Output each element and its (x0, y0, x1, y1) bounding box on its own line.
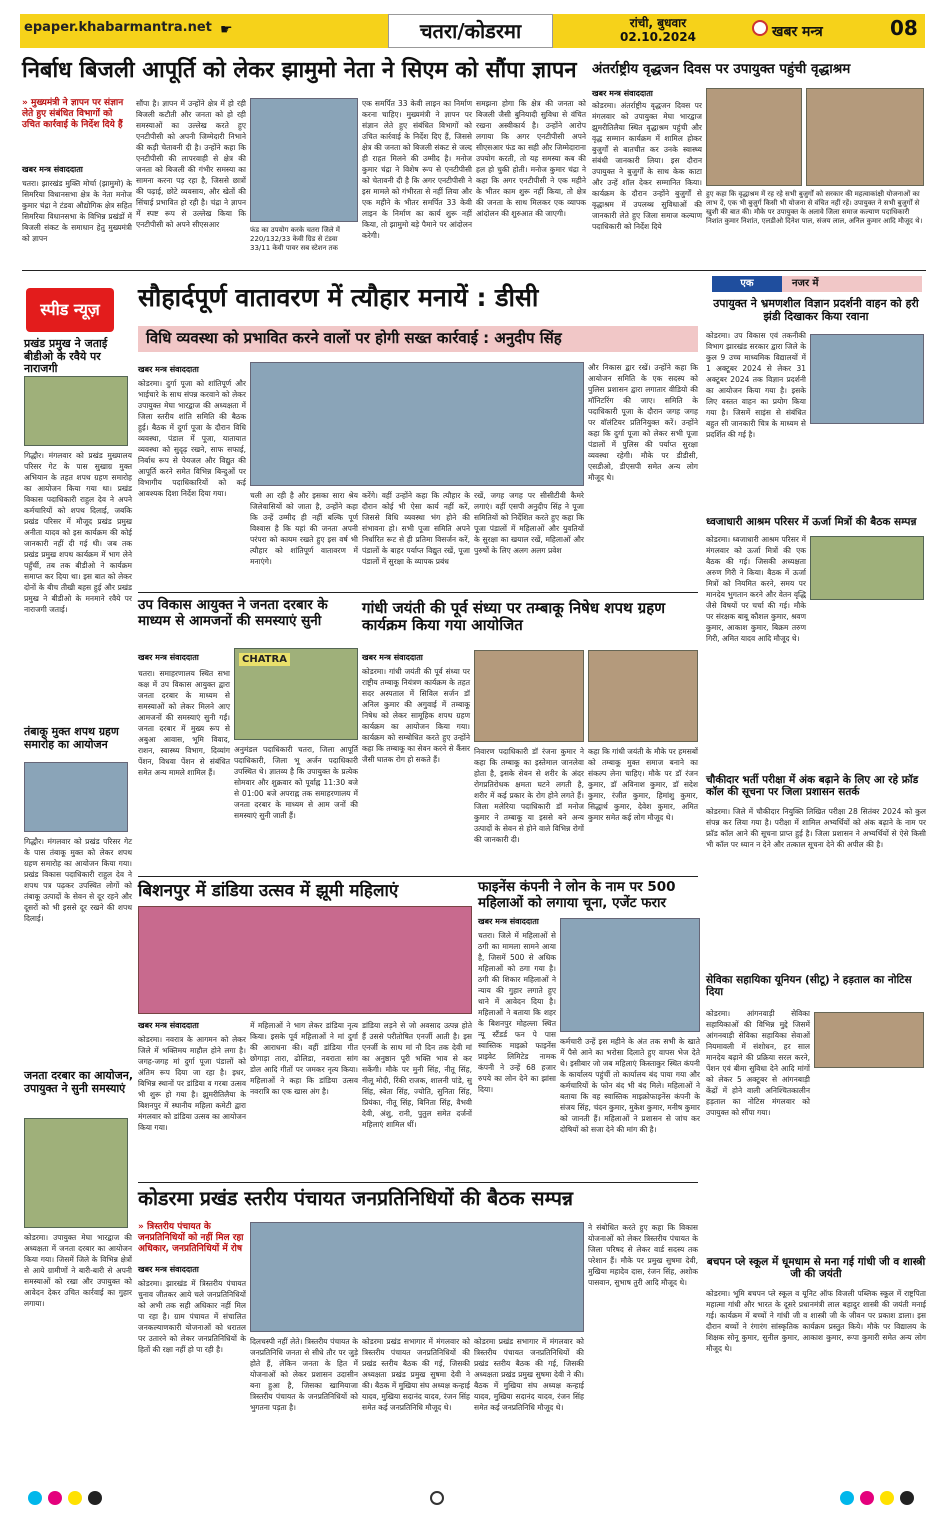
elderly-byline: खबर मन्त्र संवाददाता (592, 89, 653, 98)
najar-item3-headline: चौकीदार भर्ती परीक्षा में अंक बढ़ाने के लिए आ रहे फ्रॉड कॉल की सूचना पर जिला प्रशासन सतर्क (706, 774, 919, 799)
top-story-col3: एक समर्पित 33 केवी लाइन का निर्माण करना चाहिए। मुख्यमंत्री ने ज्ञापन पर संज्ञान लेते हुए संबंधित विभागों को उचित कार्रवाई के निर्देश दिए हैं, जिससे क्षेत्र की जनता को बिजली संकट से जल्द ही राहत मिलने की उम्मीद है। मनोज कुमार चंद्रा ने विशेष रूप से एनटीपीसी को चेतावनी दी है कि अगर एनटीपीसी ने इस मामले को गंभीरता से नहीं लिया और एक महीने के भीतर समर्पित 33 केवी लाइन के निर्माण का कार्य शुरू नहीं किया, तो झामुमो बड़े पैमाने पर आंदोलन करेगी। (362, 99, 472, 240)
finance-col1: चतरा। जिले में महिलाओं से ठगी का मामला सामने आया है, जिसमें 500 से अधिक महिलाओं को ठगा गया है। ठगी की शिकार महिलाओं ने न्याय की गुहार लगाते हुए थाने में आवेदन दिया है। महिलाओं ने बताया कि शहर के बिशनपुर मोहल्ला स्थित न्यू स्टैंडर्ड फन पे पास स्वास्तिक माइक्रो फाइनेंस प्राइवेट लिमिटेड नामक कंपनी ने उन्हें 68 हजार रुपये का लोन देने का झांसा दिया। (478, 931, 556, 1094)
panchayat-kicker: » त्रिस्तरीय पंचायत के जनप्रतिनिधियों को नहीं मिल रहा अधिकार, जनप्रतिनिधियों में रोष (138, 1222, 244, 1254)
speed-item2-headline: तंबाकू मुक्त शपथ ग्रहण समारोह का आयोजन (24, 725, 119, 751)
top-story-caption: फंड का उपयोग करके चतरा जिले में 220/132/33 केवी ग्रिड से टंडवा 33/11 केवी पावर सब स्टेशन तक (250, 226, 340, 252)
najar-item2-text: कोडरमा। ध्वजाधारी आश्रम परिसर में मंगलवार को ऊर्जा मित्रों की एक बैठक की गई। जिसकी अध्यक्षता अरुण गिरी ने किया। बैठक में ऊर्जा मित्रों को नियमित करने, समय पर मानदेय भुगतान करने और वेतन वृद्धि जैसे विषयों पर चर्चा की गई। मौके पर संरक्षक बाबू कौशल कुमार, श्रवण कुमार, आकाश कुमार, बिक्रम तरुण गिरी, अमित यादव आदि मौजूद थे। (706, 535, 806, 643)
najar-item1-headline: उपायुक्त ने भ्रमणशील विज्ञान प्रदर्शनी वाहन को हरी झंडी दिखाकर किया रवाना (713, 297, 919, 323)
dandiya-byline: खबर मन्त्र संवाददाता (138, 1021, 199, 1030)
speed-item3-headline: जनता दरबार का आयोजन, उपायुक्त ने सुनी समस्याएं (24, 1069, 134, 1095)
brand-name: खबर मन्त्र (772, 24, 823, 40)
najar-item1-photo (810, 334, 924, 424)
panchayat-col2: दिलचस्पी नहीं लेते। त्रिस्तरीय पंचायत के जनप्रतिनिधि जनता से सीधे तौर पर जुड़े होते हैं, लेकिन जनता के हित में योजनाओं को लेकर प्रशासन उदासीन बना हुआ है, जिसका खामियाजा त्रिस्तरीय पंचायत के जनप्रतिनिधियों को भुगतना पड़ता है। (250, 1337, 358, 1412)
panchayat-headline: कोडरमा प्रखंड स्तरीय पंचायत जनप्रतिनिधियों की बैठक सम्पन्न (138, 1187, 574, 1210)
panchayat-photo (250, 1222, 584, 1332)
panchayat-col3: कोडरमा प्रखंड सभागार में मंगलवार को त्रिस्तरीय पंचायत जनप्रतिनिधियों की प्रखंड स्तरीय बैठक की गई, जिसकी अध्यक्षता प्रखंड प्रमुख सुषमा देवी ने की। बैठक में मुखिया संघ अध्यक्ष कन्हाई यादव, मुखिया सदानंद यादव, रंजन सिंह समेत कई जनप्रतिनिधि मौजूद थे। (362, 1337, 470, 1412)
top-story-kicker: » मुख्यमंत्री ने ज्ञापन पर संज्ञान लेते हुए संबंधित विभागों को उचित कार्रवाई के निर्देश दिये हैं (22, 98, 124, 130)
speed-item3-text: कोडरमा। उपायुक्त मेघा भारद्वाज की अध्यक्षता में जनता दरबार का आयोजन किया गया। जिसमें जिले के विभिन्न क्षेत्रों से आये ग्रामीणों ने बारी-बारी से अपनी समस्याओं को रखा और उपायुक्त को आवेदन देकर उचित कार्रवाई का गुहार लगाया। (24, 1233, 132, 1308)
gandhi-byline: खबर मन्त्र संवाददाता (362, 653, 423, 662)
top-story-col2: सौंपा है। ज्ञापन में उन्होंने क्षेत्र में हो रही बिजली कटौती और जनता को हो रही समस्याओं का उल्लेख करते हुए एनटीपीसी को अपनी जिम्मेदारी निभाने की कड़ी चेतावनी दी है। उन्होंने कहा कि एनटीपीसी की लापरवाही से क्षेत्र की जनता को बिजली की गंभीर समस्या का सामना करना पड़ रहा है, जिससे छात्रों की पढ़ाई, छोटे व्यवसाय, और खेतों की सिंचाई प्रभावित हो रही है। चंद्रा ने ज्ञापन में स्पष्ट रूप से उल्लेख किया कि एनटीपीसी को अपने सीएसआर (136, 99, 246, 229)
crosshair-icon (430, 1491, 444, 1505)
dc-col1: कोडरमा। दुर्गा पूजा को शांतिपूर्ण और भाईचारे के साथ संपन्न करवाने को लेकर उपायुक्त मेघा भारद्वाज की अध्यक्षता में जिला स्तरीय शांति समिति की बैठक हुई। बैठक में दुर्गा पूजा के दौरान विधि व्यवस्था, पंडाल में पूजा, यातायात व्यवस्था को सुदृढ़ रखने, साफ सफाई, निर्बाध रूप से पेयजल और विद्युत की आपूर्ति करने समेत विभिन्न बिन्दुओं पर विभागीय पदाधिकारियों को कई आवश्यक दिशा निर्देश दिया गया। (138, 379, 246, 498)
najar-item4-text: कोडरमा। आंगनवाड़ी सेविका सहायिकाओं की विभिन्न मुद्दे जिसमें आंगनबाड़ी सेविका सहायिका सेवाओं नियमावली में संशोधन, हर साल मानदेय बढ़ाने की प्रक्रिया सरल करने, पेंशन एवं बीमा सुविधा देने आदि मांगों को लेकर 5 अक्टूबर से आंगनबाड़ी केंद्रों में होने वाली अनिश्चितकालीन हड़ताल का नोटिस मंगलवार को उपायुक्त को सौंपा गया। (706, 1009, 810, 1117)
divider (22, 270, 926, 271)
black-dot-icon (900, 1491, 914, 1505)
dc-col2: चली आ रही है और इसका सारा श्रेय जिलेवासियों को जाता है, उन्होंने कहा कि उन्हें उम्मीद ही नहीं बल्कि पूर्ण विश्वास है कि यहां की जनता अपनी परंपरा को कायम रखते हुए इस वर्ष भी त्यौहार को शांतिपूर्ण वातावरण में मनाएंगे। (250, 491, 358, 566)
dc-col5: और निकास द्वार रखें। उन्होंने कहा कि आयोजन समिति के एक सदस्य को पुलिस प्रशासन द्वारा लगातार वीडियो की मॉनिटरिंग की जाए। समिति के पदाधिकारी पूजा के दौरान जगह जगह पर वॉलंटियर प्रतिनियुक्त करें। उन्होंने कहा कि दुर्गा पूजा को लेकर सभी पूजा पंडालों में पुलिस की पर्याप्त सुरक्षा व्यवस्था रहेगी। मौके पर डीडीसी, एसडीओ, डीएसपी समेत अन्य लोग मौजूद थे। (588, 363, 698, 482)
pointer-icon: ☛ (220, 22, 233, 38)
ek-label: एक (712, 276, 782, 292)
gandhi-col2: निवारण पदाधिकारी डॉ रंजना कुमार ने कहा कि तम्बाकू का इस्तेमाल जानलेवा होता है, इसके सेवन से शरीर के अंदर रोगप्रतिरोधक क्षमता घटने लगती है, शरीर में कई प्रकार के रोग होने लगते हैं। जिला मलेरिया पदाधिकारी डॉ मनोज कुमार ने तम्बाकू या इससे बने अन्य उत्पादों के सेवन से होने वाले विभिन्न रोगों की जानकारी दी। (474, 747, 584, 844)
dandiya-col2: में महिलाओं ने भाग लेकर डांडिया नृत्य किया। इसके पूर्व महिलाओं ने मां दुर्गा की आराधना की। वहीं डांडिया गीत छोगाड़ा तारा, ढोलिडा, नवराता सांग डोल आदि गीतों पर जमकर नृत्य किया। महिलाओं ने कहा कि डांडिया उत्सव नवरात्रि का एक खास अंग है। (250, 1021, 358, 1096)
elderly-photo-1 (706, 88, 802, 186)
najar-item3-text: कोडरमा। जिले में चौकीदार नियुक्ति लिखित परीक्षा 28 सितंबर 2024 को कुल संपन्न कर लिया गया है। परीक्षा में शामिल अभ्यर्थियों को अंक बढ़ाने के नाम पर फ्रॉड कॉल आने की सूचना प्राप्त हुई है। जिला प्रशासन ने अभ्यर्थियों से ऐसे किसी भी कॉल पर ध्यान न देने और तत्काल सूचना देने की अपील की है। (706, 807, 926, 849)
yellow-dot-icon (880, 1491, 894, 1505)
panchayat-col4: ने संबोधित करते हुए कहा कि विकास योजनाओं को लेकर त्रिस्तरीय पंचायत के जिला परिषद से लेकर वार्ड सदस्य तक परेशान हैं। मौके पर प्रमुख सुषमा देवी, मुखिया महादेव दास, रंजन सिंह, अशोक पासवान, सुभाष तुरी आदि मौजूद थे। (588, 1223, 698, 1287)
photo-banner-text: CHATRA (239, 653, 290, 666)
finance-headline: फाइनेंस कंपनी ने लोन के नाम पर 500 महिलाओं को लगाया चूना, एजेंट फरार (478, 879, 676, 911)
speed-item1-text: गिद्धौर। मंगलवार को प्रखंड मुख्यालय परिसर गेट के पास सुखाग्र मुक्त अभियान के तहत शपथ ग्रहण समारोह का आयोजन किया गया था। प्रखंड विकास पदाधिकारी राहुल देव ने अपने कर्मचारियों को शपथ दिलाई, जबकि प्रखंड परिसर में मौजूद प्रखंड प्रमुख अनीता यादव को इस कार्यक्रम की कोई जानकारी नहीं दी गई थी। जब तक प्रखंड प्रमुख शपथ कार्यक्रम में भाग लेने पहुँचीं, तब तक बीडीओ ने कार्यक्रम समाप्त कर दिया था। इस बात को लेकर दोनों के बीच तीखी बहस हुई और प्रखंड प्रमुख ने बीडीओ के मनमाने रवैये पर नाराजगी जताई। (24, 451, 132, 614)
speed-item3-photo (24, 1118, 128, 1228)
gandhi-photo-1 (474, 650, 584, 742)
gandhi-col3: कहा कि गांधी जयंती के मौके पर हमसबों को तम्बाकू मुक्त समाज बनाने का संकल्प लेना चाहिए। मौके पर डॉ रंजन कुमार, डॉ अविनाश कुमार, डॉ सदेश कुमार, रंजीत कुमार, हिमांशु कुमार, सिद्धार्थ कुमार, देवेश कुमार, अमित कुमार समेत कई लोग मौजूद थे। (588, 747, 698, 822)
top-story-headline: निर्बाध बिजली आपूर्ति को लेकर झामुमो नेता ने सिएम को सौंपा ज्ञापन (22, 58, 577, 83)
najar-item4-headline: सेविका सहायिका यूनियन (सीटू) ने हड़ताल का नोटिस दिया (706, 974, 912, 999)
registration-marks (0, 1488, 945, 1508)
finance-photo (560, 918, 700, 1032)
gandhi-headline: गांधी जयंती की पूर्व संध्या पर तम्बाकू निषेध शपथ ग्रहण कार्यक्रम किया गया आयोजित (362, 599, 666, 635)
dandiya-col1: कोडरमा। नवरात्र के आगमन को लेकर जिले में भक्तिमय माहौल होने लगा है। जगह-जगह मां दुर्गा पूजा पंडालों को अंतिम रूप दिया जा रहा है। इधर, बिभिन्न स्थानों पर डांडिया व गरबा उत्सव भी शुरू हो गया है। झुमरीतिलैया के बिशनपुर में स्थानीय महिला कमेटी द्वारा मंगलवार को डांडिया उत्सव का आयोजन किया गया। (138, 1035, 246, 1132)
najar-item1-text: कोडरमा। उप विकास एवं तकनीकी विभाग झारखंड सरकार द्वारा जिले के कुल 9 उच्च माध्यमिक विद्यालयों में 1 अक्टूबर 2024 से लेकर 31 अक्टूबर 2024 तक विज्ञान प्रदर्शनी का आयोजन किया गया है। इसके लिए वस्तत वाहन का प्रयोग किया गया है। जिसमें साइंस से संबंधित बहुत सी जानकारी चित्र के माध्यम से प्रदर्शित की गई है। (706, 331, 806, 439)
divider (138, 592, 698, 593)
finance-byline: खबर मन्त्र संवाददाता (478, 917, 539, 926)
magenta-dot-icon (48, 1491, 62, 1505)
site-url[interactable]: epaper.khabarmantra.net (24, 20, 212, 35)
janta-darbar-col1: चतरा। समाहरणालय स्थित सभा कक्ष में उप विकास आयुक्त द्वारा जनता दरबार के माध्यम से समस्याओं को लेकर मिलने आए आमजनों की समस्याएं सुनी गईं। जनता दरबार में मुख्य रूप से अबुआ आवास, भूमि विवाद, राशन, स्वास्थ्य विभाग, दिव्यांग पेंशन, विधवा पेंशन से संबंधित समेत अन्य मामले शामिल हैं। (138, 669, 230, 777)
issue-date: 02.10.2024 (620, 30, 696, 44)
najar-item5-headline: बचपन प्ले स्कूल में धूमधाम से मना गई गांधी जी व शास्त्री जी की जयंती (706, 1256, 926, 1281)
top-story-byline: खबर मन्त्र संवाददाता (22, 165, 83, 174)
dc-meeting-photo (250, 362, 584, 486)
dc-col4: रखें, जगह जगह पर सीसीटीवी कैमरे लगाएं। वहीं एसपी अनुदीप सिंह ने पूजा समितियों को निर्देशित करते हुए कहा कि पूजा पंडालों में महिलाओं और युवतियों के सुरक्षा का खयाल रखें, महिलाओं और पुरुषों के लिए अलग अलग प्रवेश (474, 491, 584, 555)
black-dot-icon (88, 1491, 102, 1505)
janta-darbar-col2: अनुमंडल पदाधिकारी चतरा, जिला आपूर्ति पदाधिकारी, जिला भू अर्जन पदाधिकारी उपस्थित थे। ज्ञातव्य है कि उपायुक्त के प्रत्येक सोमवार और शुक्रवार को पूर्वाह्न 11:30 बजे से 01:00 बजे अपराह्न तक समाहरणालय में जनता दरबार के माध्यम से आम जनों की समस्याएं सुनी जाती हैं। (234, 745, 358, 820)
panchayat-col3b: कोडरमा प्रखंड सभागार में मंगलवार को त्रिस्तरीय पंचायत जनप्रतिनिधियों की प्रखंड स्तरीय बैठक की गई, जिसकी अध्यक्षता प्रखंड प्रमुख सुषमा देवी ने की। बैठक में मुखिया संघ अध्यक्ष कन्हाई यादव, मुखिया सदानंद यादव, रंजन सिंह समेत कई जनप्रतिनिधि मौजूद थे। (474, 1337, 584, 1412)
speed-item2-photo (24, 762, 128, 832)
top-story-col1: चतरा। झारखंड मुक्ति मोर्चा (झामुमो) के सिमरिया विधानसभा क्षेत्र के नेता मनोज कुमार चंद्रा ने टंडवा औद्योगिक क्षेत्र सहित सिमरिया विधानसभा के विभिन्न प्रखंडों में बिजली संकट के समाधान हेतु मुख्यमंत्री को ज्ञापन (22, 179, 132, 243)
najar-item2-headline: ध्वजाधारी आश्रम परिसर में ऊर्जा मित्रों की बैठक सम्पन्न (706, 516, 917, 528)
elderly-photo-2 (806, 88, 924, 186)
dc-byline: खबर मन्त्र संवाददाता (138, 365, 199, 374)
cyan-dot-icon (840, 1491, 854, 1505)
janta-darbar-headline: उप विकास आयुक्त ने जनता दरबार के माध्यम से आमजनों की समस्याएं सुनी (138, 597, 328, 629)
panchayat-byline: खबर मन्त्र संवाददाता (138, 1265, 199, 1274)
dc-headline: सौहार्दपूर्ण वातावरण में त्यौहार मनायें : डीसी (138, 283, 539, 312)
cyan-dot-icon (28, 1491, 42, 1505)
divider (138, 1182, 698, 1183)
divider (138, 876, 698, 877)
finance-col2: कर्मचारी उन्हें इस महीने के अंत तक सभी के खाते में पैसे आने का भरोसा दिलाते हुए वापस भेज देते थे। इसीबार जो जब महिलाएं किस्ताकुर स्थित कंपनी के कार्यालय पहुंचीं तो कार्यालय बंद पाया गया और कर्मचारियों के फोन बंद भी बंद मिले। महिलाओं ने बताया कि वह स्वास्तिक माइक्रोफाइनेंस कंपनी के संजय सिंह, चंदन कुमार, मुकेश कुमार, मनीष कुमार को जानती हैं। महिलाओं ने प्रशासन से जांच कर दोषियों को सजा देने की मांग की है। (560, 1037, 700, 1134)
dandiya-photo (138, 906, 472, 1014)
speed-item1-photo (24, 376, 128, 446)
dc-subheadline: विधि व्यवस्था को प्रभावित करने वालों पर होगी सख्त कार्रवाई : अनुदीप सिंह (146, 329, 562, 347)
najar-item5-text: कोडरमा। भूमि बचपन प्ले स्कूल व यूनिट ऑफ विजली पब्लिक स्कूल में राष्ट्रपिता महात्मा गांधी और भारत के दूसरे प्रधानमंत्री लाल बहादुर शास्त्री की जयंती मनाई गई। कार्यक्रम में बच्चों ने गांधी जी व शास्त्री जी के जीवन पर प्रकाश डाला। इस दौरान बच्चों ने रंगारंग सांस्कृतिक कार्यक्रम प्रस्तुत किये। मौके पर विद्यालय के शिक्षक सोनू कुमार, सुनील कुमार, आकाश कुमार, रूपा कुमारी समेत अन्य लोग मौजूद थे। (706, 1289, 926, 1353)
janta-darbar-byline: खबर मन्त्र संवाददाता (138, 653, 199, 662)
gandhi-col1: कोडरमा। गांधी जयंती की पूर्व संध्या पर राष्ट्रीय तम्बाकू नियंत्रण कार्यक्रम के तहत सदर अस्पताल में सिविल सर्जन डॉ अनिल कुमार की अगुवाई में तम्बाकू निषेध को लेकर सामूहिक शपथ ग्रहण कार्यक्रम का आयोजन किया गया। कार्यक्रम को सम्बोधित करते हुए उन्होंने कहा कि तम्बाकू का सेवन करने से कैंसर जैसी घातक रोग हो सकते हैं। (362, 667, 470, 764)
top-story-photo (250, 98, 358, 222)
top-story-col4: समझना होगा कि क्षेत्र की जनता को बिजली जैसी बुनियादी सुविधा से वंचित रखना अस्वीकार्य है। उन्होंने आरोप लगाया कि अगर एनटीपीसी अपने सीएसआर फंड का सही और जिम्मेदाराना उपयोग करती, तो यह समस्या कब की हल हो चुकी होती। मनोज कुमार चंद्रा ने कहा कि अगर एनटीपीसी ने एक महीने के भीतर काम शुरू नहीं किया, तो क्षेत्र की जनता के साथ मिलकर एक व्यापक आंदोलन की शुरुआत की जाएगी। (476, 99, 586, 218)
najar-item2-photo (810, 536, 924, 600)
speed-news-label: स्पीड न्यूज़ (26, 288, 114, 332)
speed-item1-headline: प्रखंड प्रमुख ने जताई बीडीओ के रवैये पर नाराजगी (24, 337, 108, 376)
elderly-caption: हुए कहा कि वृद्धाश्रम में रह रहे सभी बुजुर्गों को सरकार की महत्वाकांक्षी योजनाओं का लाभ दें, एक भी बुजुर्ग किसी भी योजना से वंचित नहीं रहें। उपायुक्त ने सभी बुजुर्गों से खुशी की बात की। मौके पर उपायुक्त के अलावे जिला समाज कल्याण पदाधिकारी निशांत कुमार निशांत, एलडीओ दिनेश पाल, संजय लाल, अनिल कुमार आदि मौजूद थे। (706, 190, 923, 225)
janta-darbar-photo (234, 648, 358, 740)
gandhi-photo-2 (588, 650, 698, 742)
dandiya-col3: डांडिया लड़ने से जो अवसाद उत्पन्न होते हैं उससे परीतोषित एनर्जी आती है। इस एनर्जी के साथ मां नौ दिन तक देवी मां का अनुष्ठान पूरी भक्ति भाव से कर सकेंगी। मौके पर मुनी सिंह, नीतू सिंह, नीलू मोदी, रिंकी राजक, शालनी पांडे, सु सिंह, स्वेता सिंह, ज्योति, सुनिता सिंह, प्रियंका, नीतू सिंह, बिनिता सिंह, वैभवी देवी, अंशु, रानी, पुतुल समेत दर्जनों महिलाएं शामिल थीं। (362, 1021, 472, 1129)
elderly-text: कोडरमा। अंतर्राष्ट्रीय वृद्धजन दिवस पर मंगलवार को उपायुक्त मेघा भारद्वाज झुमरीतिलैया स्थित वृद्धाश्रम पहुंची और वृद्ध सम्मान कार्यक्रम में शामिल होकर बुजुर्गों से बातचीत कर उनके स्वास्थ्य संबंधी जानकारी लिया। इस दौरान उपायुक्त ने बुजुर्गों के साथ केक काटा और उन्हें शॉल देकर सम्मानित किया। कार्यक्रम के दौरान उन्होंने बुजुर्गों से वृद्धाश्रम में उपलब्ध सुविधाओं की जानकारी लेते हुए जिला समाज कल्याण पदाधिकारी को निर्देश दिये (592, 101, 702, 231)
section-title: चतरा/कोडरमा (388, 14, 553, 48)
panchayat-col1: कोडरमा। झारखंड में त्रिस्तरीय पंचायत चुनाव जीतकर आये चले जनप्रतिनिधियों को अभी तक सही अधिकार नहीं मिल पा रहा है। ग्राम पंचायत में संचालित जनकल्याणकारी योजनाओं को धरातल पर उतारने को लेकर जनप्रतिनिधियों के हितों की रक्षा नहीं हो पा रही है। (138, 1279, 246, 1354)
dandiya-headline: बिशनपुर में डांडिया उत्सव में झूमी महिलाएं (138, 881, 399, 901)
speed-item2-text: गिद्धौर। मंगलवार को प्रखंड परिसर गेट के पास तंबाकू मुक्त को लेकर शपथ ग्रहण समारोह का आयोजन किया गया। प्रखंड विकास पदाधिकारी राहुल देव ने शपथ पत्र पढ़कर उपस्थित लोगों को तंबाकू उत्पादों के सेवन से दूर रहने और दूसरों को भी इससे दूर रखने की शपथ दिलाई। (24, 837, 132, 923)
elderly-headline: अंतर्राष्ट्रीय वृद्धजन दिवस पर उपायुक्त पहुंची वृद्धाश्रम (592, 61, 851, 77)
dateline (620, 16, 696, 44)
najar-label: नजर में (782, 276, 922, 292)
city-day: रांची, बुधवार (629, 16, 687, 30)
najar-item4-photo (814, 1012, 924, 1068)
page-number: 08 (890, 16, 918, 40)
magenta-dot-icon (860, 1491, 874, 1505)
dc-col3: करेंगे। वहीं उन्होंने कहा कि त्यौहार के दौरान कोई भी ऐसा कार्य नहीं करें, जिससे विधि व्यवस्था भंग होने की संभावना हो। सभी पूजा समिति अपने निर्धारित रूट से ही प्रतिमा विसर्जन करें, पंडालों के बाहर पर्याप्त विद्युत रखें, पूजा पंडालों में सुरक्षा के व्यापक प्रबंध (362, 491, 470, 566)
brand-logo-icon (752, 20, 768, 36)
yellow-dot-icon (68, 1491, 82, 1505)
